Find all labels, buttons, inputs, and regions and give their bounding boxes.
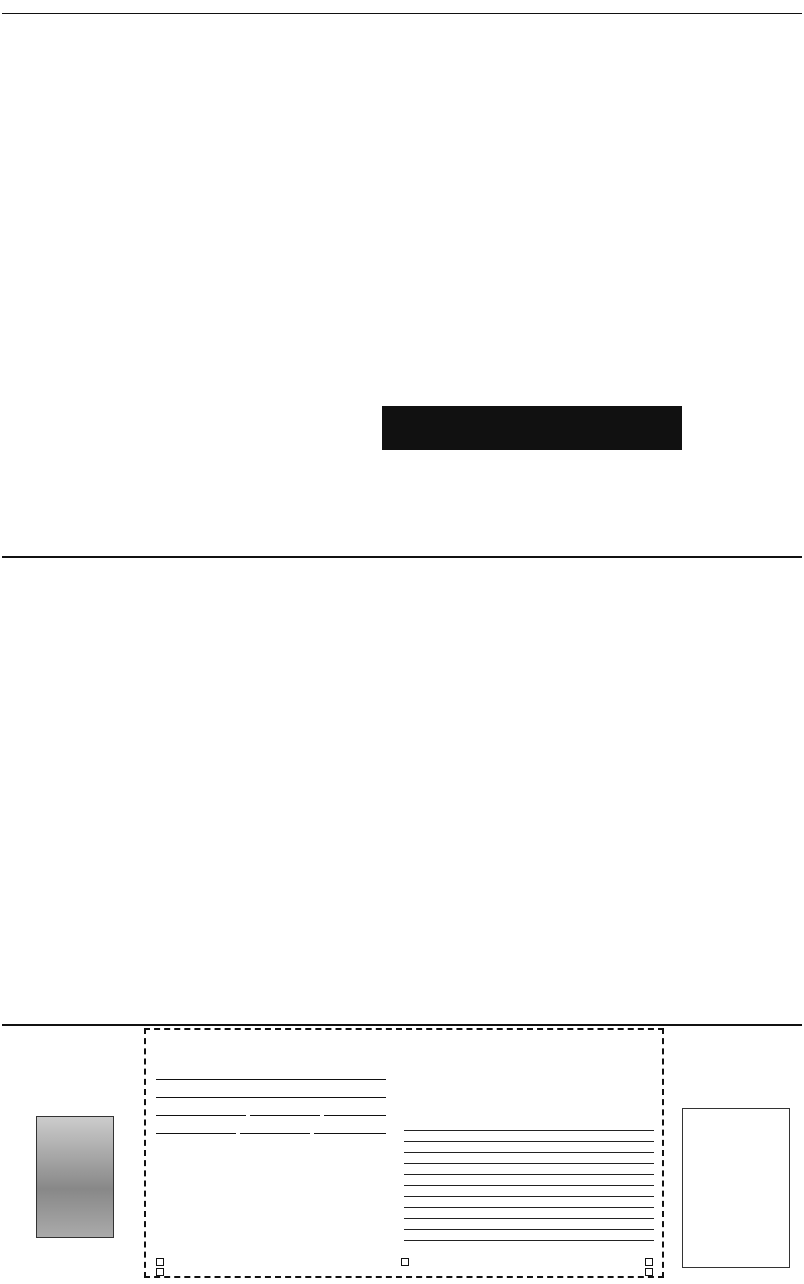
name-field[interactable]	[156, 1068, 386, 1080]
checkbox-seniors[interactable]	[401, 1258, 412, 1266]
phone-field[interactable]	[156, 1122, 236, 1134]
checkbox-sports[interactable]	[645, 1268, 656, 1276]
personal-scene-banner	[2, 376, 802, 460]
category-checkboxes-2	[156, 1268, 656, 1276]
checkbox-men-seeking-women[interactable]	[156, 1258, 167, 1266]
photo-image	[36, 1116, 114, 1238]
personal-classifieds	[2, 556, 802, 1024]
ad-copy-lines[interactable]	[404, 1120, 654, 1250]
mail-coupon[interactable]	[144, 1028, 664, 1278]
step-2	[202, 464, 402, 552]
instructions	[2, 464, 802, 552]
days-field[interactable]	[240, 1122, 310, 1134]
header-rule	[2, 13, 802, 14]
step-1	[2, 464, 202, 552]
checkbox-travel[interactable]	[645, 1258, 656, 1266]
checkbox-women-seeking-men[interactable]	[156, 1268, 167, 1276]
step-4	[602, 464, 802, 552]
step-3	[402, 464, 602, 552]
top-classifieds	[2, 15, 802, 371]
place-ad-text	[682, 1108, 790, 1268]
coupon-section	[2, 1024, 802, 1284]
city-field[interactable]	[156, 1104, 246, 1116]
eves-field[interactable]	[314, 1122, 386, 1134]
zip-field[interactable]	[324, 1104, 386, 1116]
category-checkboxes	[156, 1258, 656, 1266]
state-field[interactable]	[250, 1104, 320, 1116]
page-header	[0, 0, 804, 13]
address-field[interactable]	[156, 1086, 386, 1098]
banner-tagline	[382, 406, 682, 450]
